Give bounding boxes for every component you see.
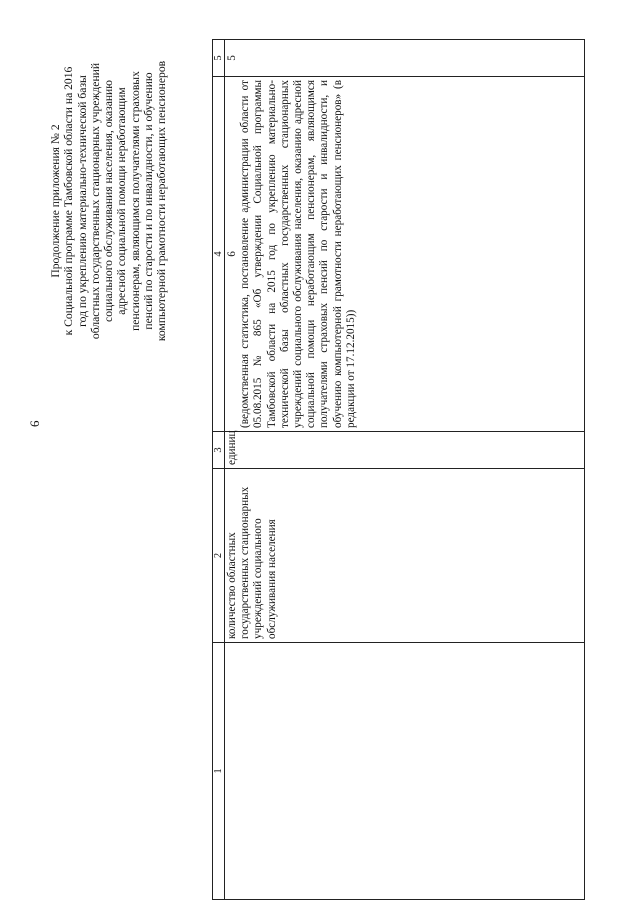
appendix-line: к Социальной программе Тамбовской области на 2016 [62, 66, 76, 336]
indicator-table [212, 39, 585, 900]
cell-indicator-description: количество областных государственных стационарных учреждений социального обслуживания населения [225, 469, 585, 643]
base-value-number: 6 [226, 251, 238, 257]
appendix-line: областных государственных стационарных учреждений [88, 62, 102, 340]
column-number-3: 3 [213, 432, 225, 469]
column-number-4: 4 [213, 77, 225, 432]
page-number: 6 [27, 420, 42, 427]
cell-indicator [225, 643, 585, 900]
appendix-header [49, 5, 169, 397]
appendix-line: год по укреплению материально-технической базы [75, 75, 89, 327]
cell-base-value [225, 77, 585, 432]
column-number-1: 1 [213, 643, 225, 900]
table-row [225, 40, 585, 900]
base-value-source: (ведомственная статистика, постановление администрации области от 05.08.2015 № 865 «Об утверждении Социальной программы Тамбовской области на 2015 год по укреплению материально-технической базы областных государственных стационарных учреждений социального обслуживания населения, оказанию адресной социальной помощи неработающим пенсионерам, являющимся получателями страховых пенсий по старости и инвалидности, и обучению компьютерной грамотности неработающих пенсионеров» (в редакции от 17.12.2015)) [239, 80, 357, 428]
appendix-line: компьютерной грамотности неработающих пенсионеров [155, 60, 169, 342]
appendix-line: социального обслуживания населения, оказанию [102, 80, 116, 322]
appendix-title: Продолжение приложения № 2 [49, 124, 62, 278]
appendix-line: пенсий по старости и по инвалидности, и обучению [142, 72, 156, 330]
table-header-row [213, 40, 225, 900]
appendix-line: пенсионерам, являющимся получателями страховых [128, 71, 142, 331]
appendix-line: адресной социальной помощи неработающим [115, 87, 129, 315]
column-number-2: 2 [213, 469, 225, 643]
cell-target-value: 5 [225, 40, 585, 77]
cell-unit: единиц [225, 432, 585, 469]
column-number-5: 5 [213, 40, 225, 77]
